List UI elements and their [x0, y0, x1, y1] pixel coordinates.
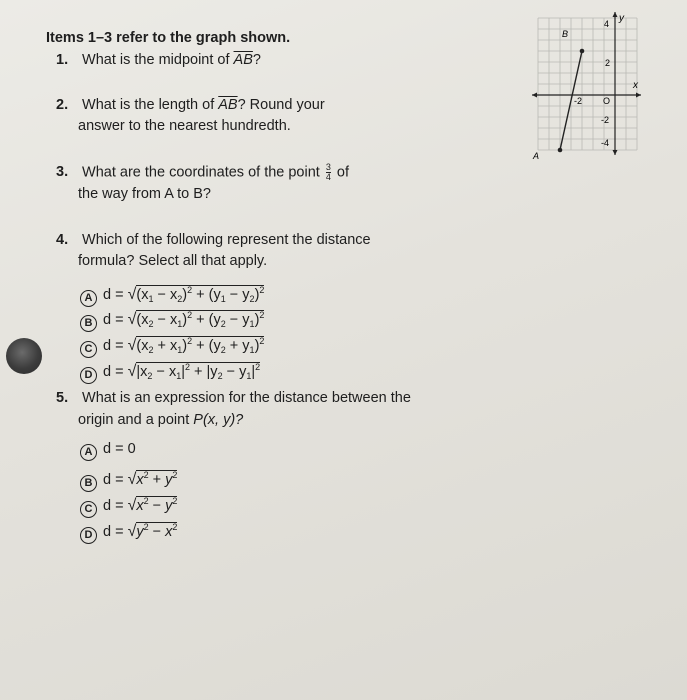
fraction-numerator: 3	[325, 162, 331, 172]
q4-choice-b[interactable]	[80, 306, 264, 333]
q5-choice-c[interactable]	[80, 492, 177, 518]
sqrt-icon: √	[127, 311, 137, 328]
sqrt-icon: √	[127, 471, 137, 488]
question-4-line1: Which of the following represent the distance	[82, 232, 371, 248]
q5-choice-a-expr: d = 0	[103, 441, 136, 457]
y-axis-down-arrow-icon	[613, 150, 618, 155]
question-3-number: 3.	[56, 164, 69, 181]
items-heading: Items 1–3 refer to the graph shown.	[46, 30, 291, 46]
graph-grid	[538, 18, 637, 150]
q5-choice-b[interactable]	[80, 466, 177, 492]
tick-yneg2: -2	[601, 115, 610, 125]
question-1-number: 1.	[56, 52, 69, 68]
q5-choice-c-lhs: d =	[103, 498, 128, 514]
tick-xneg2: -2	[574, 96, 583, 106]
choice-d-formula: $|x_2 - x_1|^2 + |y_2 - y_1|^2$	[136, 362, 261, 381]
choice-c-formula: $(x_2 + x_1)^2 + (y_2 + y_1)^2$	[136, 336, 265, 355]
question-2-end: ? Round your	[237, 97, 325, 113]
question-5-line2	[78, 411, 243, 429]
question-5-line1: What is an expression for the distance between the	[82, 390, 411, 406]
question-2-number: 2.	[56, 97, 69, 113]
three-fourths-fraction	[326, 163, 331, 182]
sqrt-icon: √	[127, 497, 137, 514]
point-b-label: B	[562, 29, 569, 39]
question-4-line2: formula? Select all that apply.	[78, 253, 268, 269]
question-5-number: 5.	[56, 390, 69, 406]
question-4-number: 4.	[56, 232, 69, 248]
q5-choice-c-bubble[interactable]: C	[80, 501, 97, 518]
sqrt-icon: √	[127, 523, 137, 540]
sqrt-icon: √	[127, 363, 137, 380]
tick-y2: 2	[605, 58, 611, 68]
tick-y4: 4	[604, 19, 610, 29]
question-1	[56, 51, 261, 69]
sqrt-icon: √	[127, 337, 137, 354]
x-axis-left-arrow-icon	[532, 93, 537, 98]
question-2-line2: answer to the nearest hundredth.	[78, 118, 291, 134]
binder-hole	[6, 338, 42, 374]
question-4	[56, 231, 371, 249]
q5-choice-d-formula: $y^2 - x^2$	[136, 522, 178, 540]
question-2-text: What is the length of	[82, 97, 219, 113]
choice-a-formula: $(x_1 - x_2)^2 + (y_1 - y_2)^2$	[136, 285, 265, 304]
point-a	[558, 148, 563, 153]
q4-choice-d[interactable]	[80, 358, 260, 385]
choice-a-lhs: d =	[103, 287, 128, 303]
question-1-text: What is the midpoint of	[82, 52, 234, 68]
question-3-end: of	[332, 164, 349, 181]
q5-choice-b-formula: $x^2 + y^2$	[136, 470, 178, 488]
x-axis-label: x	[633, 80, 638, 91]
q5-choice-a-bubble[interactable]: A	[80, 444, 97, 461]
choice-b-formula: $(x_2 - x_1)^2 + (y_2 - y_1)^2$	[136, 310, 265, 329]
question-5-point: P(x, y)?	[193, 412, 244, 428]
y-axis-arrow-icon	[613, 12, 618, 17]
sqrt-icon: √	[127, 286, 137, 303]
q5-choice-d[interactable]	[80, 518, 177, 544]
y-axis-label: y	[619, 13, 624, 24]
q4-choice-a[interactable]	[80, 281, 264, 308]
question-1-segment: $\overline{AB}$	[233, 52, 253, 68]
question-3-text: What are the coordinates of the point	[82, 164, 324, 181]
x-axis-arrow-icon	[636, 93, 641, 98]
q5-choice-b-lhs: d =	[103, 472, 128, 488]
question-1-end: ?	[252, 52, 261, 68]
q5-choice-a[interactable]	[80, 440, 136, 461]
question-3-line2: the way from A to B?	[78, 186, 211, 202]
choice-b-bubble[interactable]: B	[80, 315, 97, 332]
question-5	[56, 389, 411, 407]
choice-d-lhs: d =	[103, 364, 128, 380]
coordinate-graph	[530, 8, 645, 160]
choice-d-bubble[interactable]: D	[80, 367, 97, 384]
question-3	[56, 163, 349, 182]
question-2	[56, 96, 325, 114]
choice-a-bubble[interactable]: A	[80, 290, 97, 307]
choice-b-lhs: d =	[103, 312, 128, 328]
q5-choice-c-formula: $x^2 - y^2$	[136, 496, 178, 514]
q4-choice-c[interactable]	[80, 332, 264, 359]
point-b	[580, 49, 585, 54]
question-2-segment: $\overline{AB}$	[218, 97, 238, 113]
choice-c-bubble[interactable]: C	[80, 341, 97, 358]
choice-c-lhs: d =	[103, 338, 128, 354]
q5-choice-d-lhs: d =	[103, 524, 128, 540]
question-5-line2-text: origin and a point	[78, 412, 194, 428]
q5-choice-d-bubble[interactable]: D	[80, 527, 97, 544]
fraction-denominator: 4	[325, 172, 331, 182]
point-a-label: A	[533, 151, 540, 160]
tick-yneg4: -4	[601, 138, 610, 148]
tick-origin: O	[603, 96, 611, 106]
q5-choice-b-bubble[interactable]: B	[80, 475, 97, 492]
